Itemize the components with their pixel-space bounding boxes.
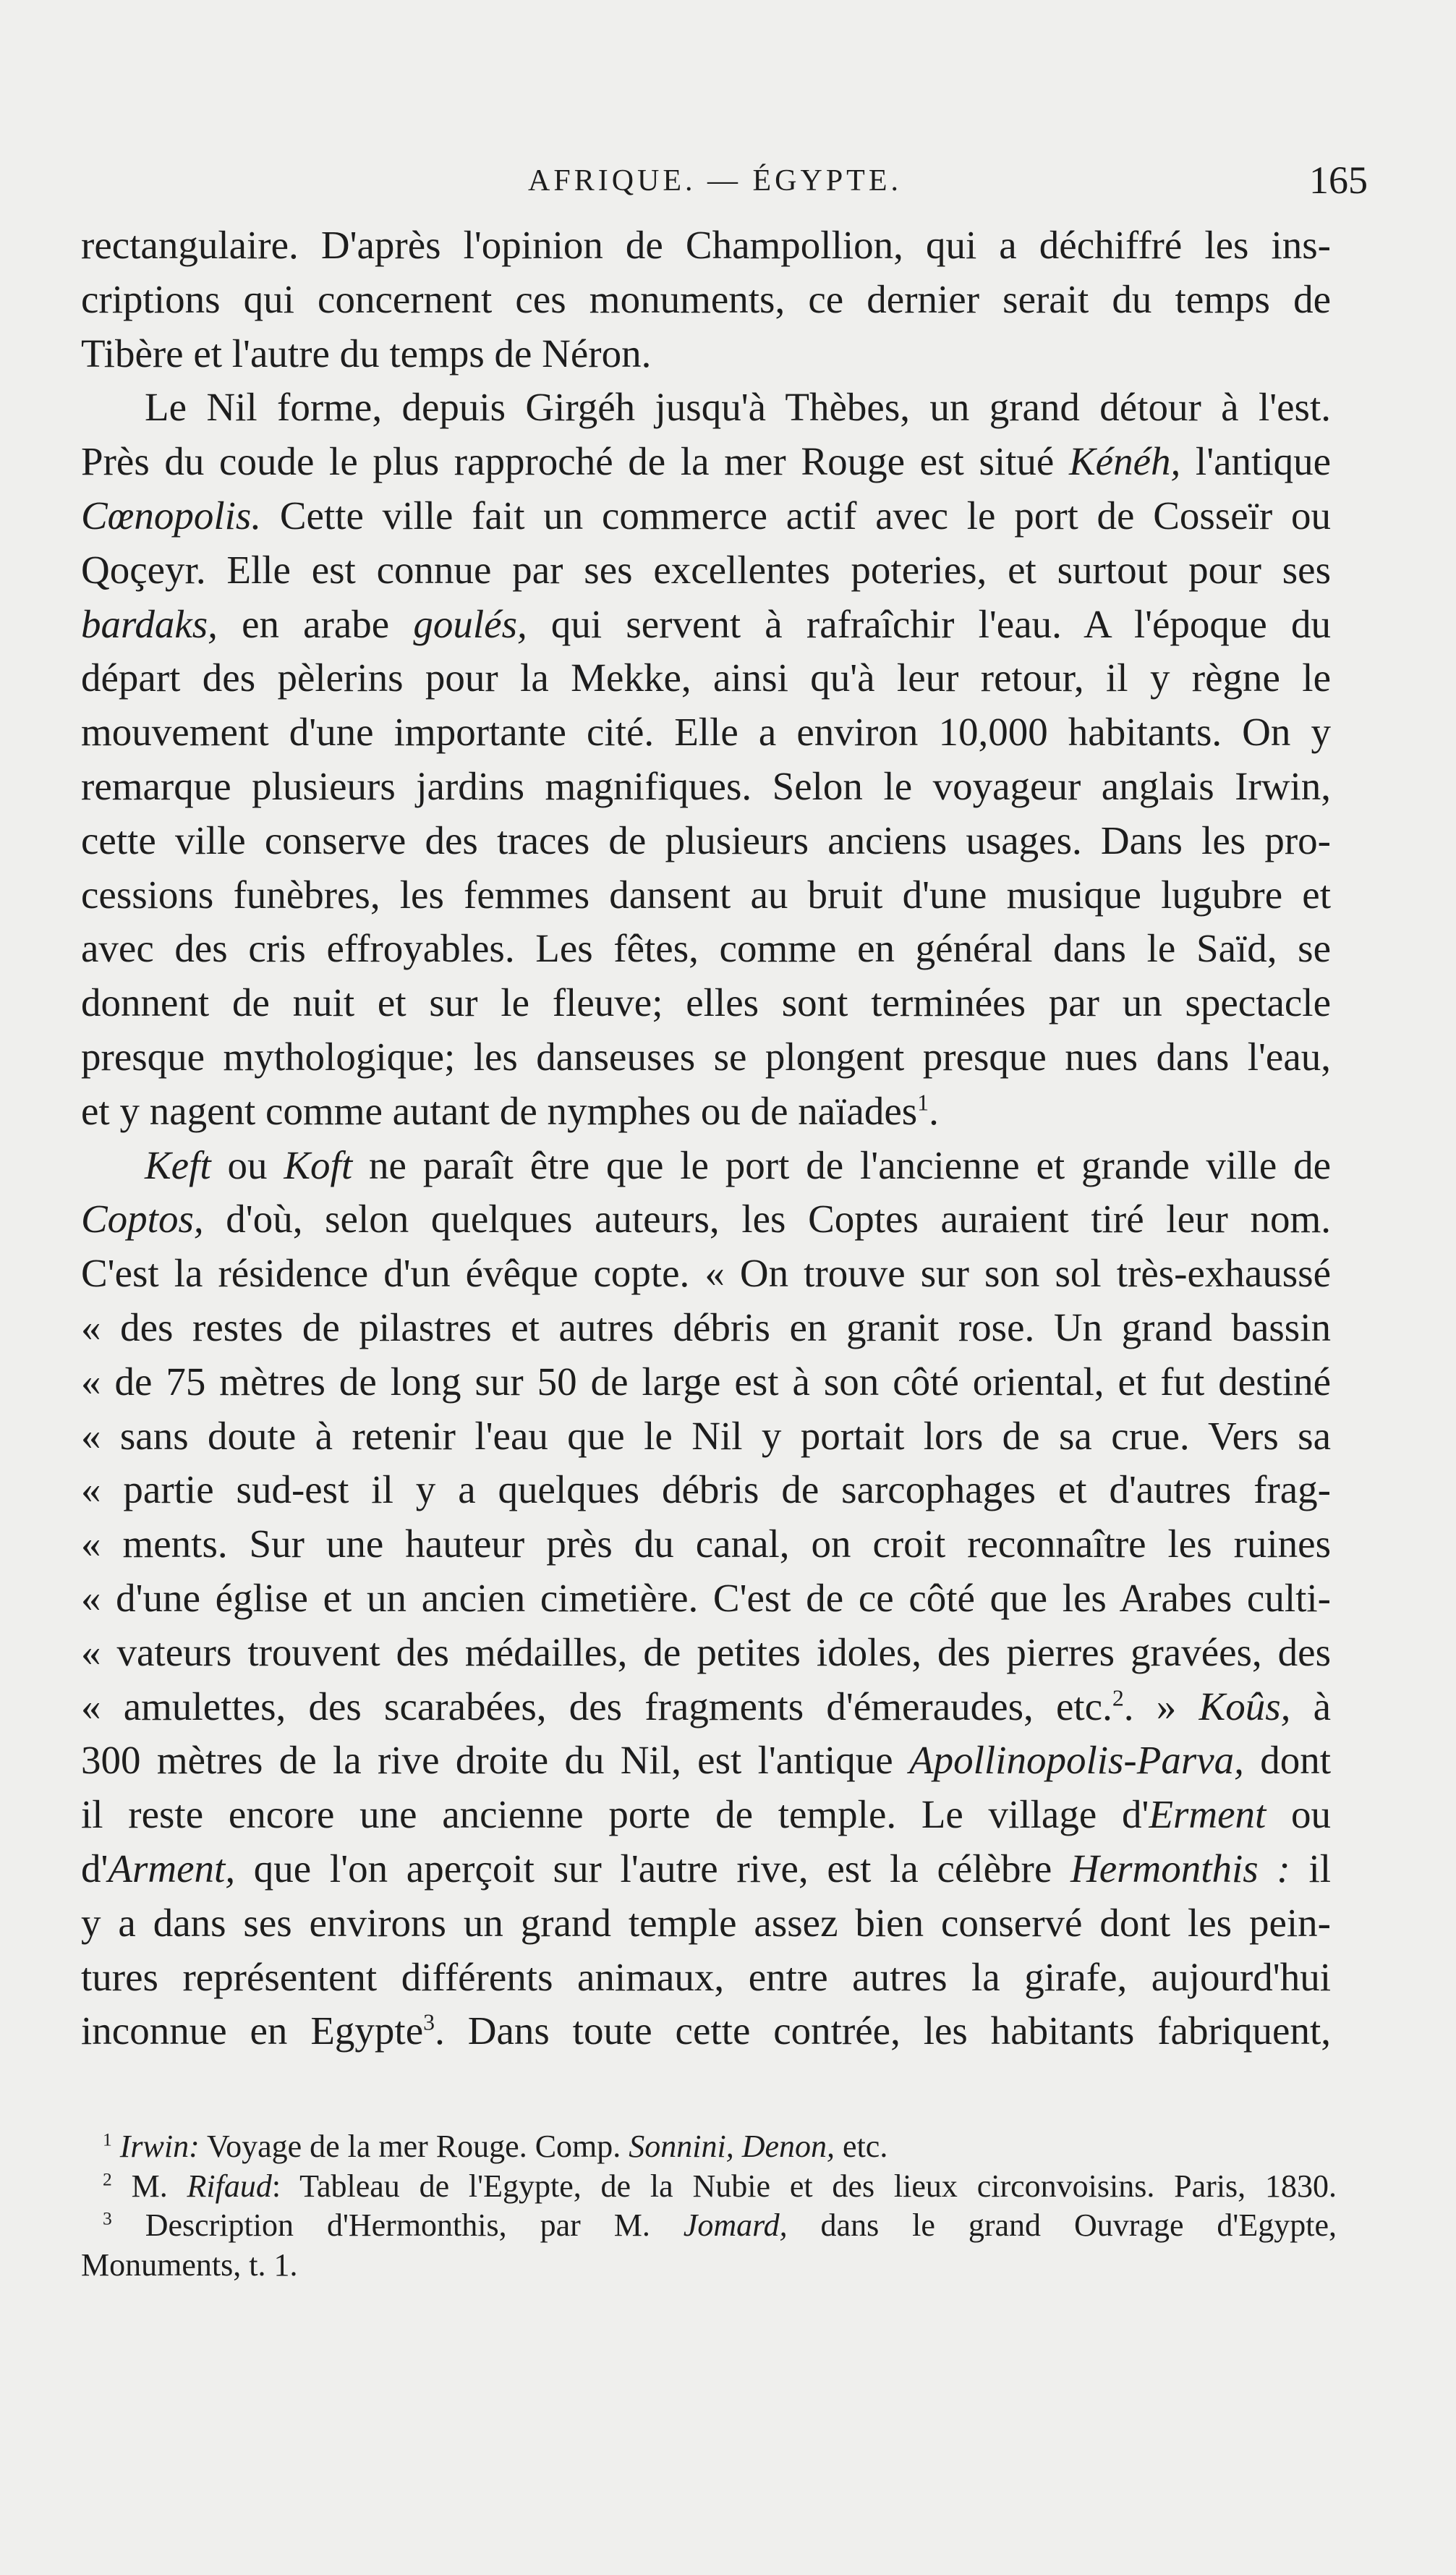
footnote-marker: 3 bbox=[423, 2009, 435, 2035]
text-line bbox=[81, 489, 1331, 543]
text-line bbox=[81, 1788, 1331, 1842]
text-segment: « sans doute à retenir l'eau que le Nil y portait lors de sa crue. Vers sa bbox=[81, 1413, 1331, 1458]
text-segment: Près du coude le plus rapproché de la mer Rouge est situé bbox=[81, 439, 1069, 484]
text-segment: ou bbox=[210, 1142, 284, 1187]
text-segment: . bbox=[929, 1088, 939, 1133]
text-segment: inconnue en Egypte bbox=[81, 2008, 424, 2053]
text-line bbox=[81, 922, 1331, 976]
text-segment: « vateurs trouvent des médailles, de petites idoles, des pierres gravées, des bbox=[81, 1629, 1331, 1674]
text-segment: l'antique bbox=[1180, 439, 1332, 484]
text-line bbox=[81, 1680, 1331, 1734]
text-line bbox=[81, 1734, 1331, 1788]
text-segment: Cette ville fait un commerce actif avec le port de Cosseïr ou bbox=[261, 493, 1331, 538]
text-segment: départ des pèlerins pour la Mekke, ainsi qu'à leur retour, il y règne le bbox=[81, 656, 1331, 700]
text-segment: Sonnini, Denon, bbox=[629, 2129, 835, 2164]
text-line bbox=[81, 1571, 1331, 1626]
text-segment: Hermonthis : bbox=[1070, 1846, 1290, 1891]
footnote-marker: 2 bbox=[1112, 1685, 1124, 1711]
footnote-line bbox=[81, 2246, 1337, 2286]
footnote-marker: 3 bbox=[103, 2207, 112, 2229]
text-segment: Koûs, bbox=[1199, 1684, 1291, 1728]
text-line bbox=[81, 868, 1331, 922]
footnote-marker: 1 bbox=[103, 2129, 112, 2150]
text-line bbox=[81, 1247, 1331, 1301]
text-segment: etc. bbox=[835, 2129, 888, 2164]
text-segment: dont bbox=[1243, 1738, 1331, 1783]
text-segment: en arabe bbox=[217, 601, 414, 646]
text-segment: : Tableau de l'Egypte, de la Nubie et des lieux circonvoisins. Paris, 1830. bbox=[271, 2168, 1337, 2204]
text-line bbox=[81, 381, 1331, 435]
text-segment: Cœnopolis. bbox=[81, 493, 262, 538]
text-segment: 300 mètres de la rive droite du Nil, est l'antique bbox=[81, 1738, 909, 1783]
text-segment: donnent de nuit et sur le fleuve; elles sont terminées par un spectacle bbox=[81, 980, 1331, 1025]
text-segment: « partie sud-est il y a quelques débris de sarcophages et d'autres frag- bbox=[81, 1467, 1331, 1512]
text-line bbox=[81, 976, 1331, 1030]
text-segment: « amulettes, des scarabées, des fragments d'émeraudes, etc. bbox=[81, 1684, 1112, 1728]
text-segment bbox=[112, 2129, 120, 2164]
text-segment: « des restes de pilastres et autres débris en granit rose. Un grand bassin bbox=[81, 1305, 1331, 1349]
page-number: 165 bbox=[1309, 158, 1368, 202]
text-segment: Monuments, t. 1. bbox=[81, 2247, 298, 2283]
text-segment: Description d'Hermonthis, par M. bbox=[111, 2207, 684, 2243]
footnote-line bbox=[81, 2206, 1337, 2246]
text-segment: dans le grand Ouvrage d'Egypte, bbox=[787, 2207, 1337, 2243]
text-segment: . Dans toute cette contrée, les habitants fabriquent, bbox=[435, 2008, 1331, 2053]
text-segment: « ments. Sur une hauteur près du canal, on croit reconnaître les ruines bbox=[81, 1522, 1331, 1566]
text-segment: à bbox=[1290, 1684, 1332, 1728]
text-segment: tures représentent différents animaux, entre autres la girafe, aujourd'hui bbox=[81, 1954, 1331, 1999]
text-line bbox=[81, 1517, 1331, 1571]
text-line bbox=[81, 273, 1331, 327]
text-segment: M. bbox=[111, 2168, 187, 2204]
text-segment: et y nagent comme autant de nymphes ou de naïades bbox=[81, 1088, 918, 1133]
text-segment: y a dans ses environs un grand temple assez bien conservé dont les pein- bbox=[81, 1900, 1331, 1945]
text-segment: qui servent à rafraîchir l'eau. A l'époque du bbox=[527, 601, 1331, 646]
text-segment: il reste encore une ancienne porte de temple. Le village d' bbox=[81, 1792, 1149, 1837]
text-segment: Koft bbox=[284, 1142, 353, 1187]
text-line bbox=[81, 1192, 1331, 1247]
text-line bbox=[81, 543, 1331, 598]
footnote-line bbox=[81, 2167, 1337, 2207]
text-line bbox=[81, 814, 1331, 868]
text-line bbox=[81, 705, 1331, 760]
text-segment: Le Nil forme, depuis Girgéh jusqu'à Thèbes, un grand détour à l'est. bbox=[145, 385, 1331, 430]
text-segment: « d'une église et un ancien cimetière. C'est de ce côté que les Arabes culti- bbox=[81, 1575, 1331, 1620]
running-title: AFRIQUE. — ÉGYPTE. bbox=[528, 164, 902, 198]
text-segment: avec des cris effroyables. Les fêtes, comme en général dans le Saïd, se bbox=[81, 926, 1331, 971]
text-line bbox=[81, 651, 1331, 705]
text-segment: Erment bbox=[1149, 1792, 1266, 1837]
text-line bbox=[81, 327, 1331, 381]
text-segment: Tibère et l'autre du temps de Néron. bbox=[81, 331, 652, 376]
text-segment: goulés, bbox=[413, 601, 527, 646]
text-segment: . » bbox=[1123, 1684, 1199, 1728]
text-line bbox=[81, 435, 1331, 489]
text-segment: Irwin: bbox=[119, 2129, 200, 2164]
text-line bbox=[81, 1409, 1331, 1464]
text-segment: que l'on aperçoit sur l'autre rive, est la célèbre bbox=[235, 1846, 1070, 1891]
text-line bbox=[81, 1085, 1331, 1139]
text-segment: rectangulaire. D'après l'opinion de Champollion, qui a déchiffré les ins- bbox=[81, 223, 1331, 267]
text-segment: Coptos, bbox=[81, 1197, 204, 1242]
text-line bbox=[81, 1626, 1331, 1680]
text-segment: mouvement d'une importante cité. Elle a environ 10,000 habitants. On y bbox=[81, 710, 1331, 755]
text-line bbox=[81, 1951, 1331, 2005]
text-segment: C'est la résidence d'un évêque copte. « On trouve sur son sol très-exhaussé bbox=[81, 1251, 1331, 1296]
text-segment: remarque plusieurs jardins magnifiques. Selon le voyageur anglais Irwin, bbox=[81, 763, 1331, 808]
text-segment: Arment, bbox=[108, 1846, 236, 1891]
text-line bbox=[81, 1463, 1331, 1517]
text-segment: d'où, selon quelques auteurs, les Coptes auraient tiré leur nom. bbox=[203, 1197, 1331, 1242]
footnote-marker: 2 bbox=[103, 2168, 112, 2189]
text-segment: Apollinopolis-Parva, bbox=[909, 1738, 1244, 1783]
text-line bbox=[81, 1139, 1331, 1193]
text-segment: Keft bbox=[145, 1142, 211, 1187]
text-line bbox=[81, 598, 1331, 652]
text-segment: d' bbox=[81, 1846, 108, 1891]
text-segment: Qoçeyr. Elle est connue par ses excellentes poteries, et surtout pour ses bbox=[81, 547, 1331, 592]
text-line bbox=[81, 1355, 1331, 1409]
text-line bbox=[81, 219, 1331, 273]
text-segment: il bbox=[1290, 1846, 1332, 1891]
text-segment: criptions qui concernent ces monuments, ce dernier serait du temps de bbox=[81, 276, 1331, 321]
footnote-marker: 1 bbox=[917, 1090, 929, 1116]
text-line bbox=[81, 1030, 1331, 1085]
text-line bbox=[81, 1301, 1331, 1355]
text-line bbox=[81, 760, 1331, 814]
text-segment: presque mythologique; les danseuses se plongent presque nues dans l'eau, bbox=[81, 1034, 1331, 1079]
footnotes bbox=[81, 2127, 1337, 2285]
text-segment: cette ville conserve des traces de plusieurs anciens usages. Dans les pro- bbox=[81, 818, 1331, 862]
footnote-line bbox=[81, 2127, 1337, 2167]
text-segment: ou bbox=[1266, 1792, 1331, 1837]
text-segment: cessions funèbres, les femmes dansent au bruit d'une musique lugubre et bbox=[81, 872, 1331, 917]
text-line bbox=[81, 1896, 1331, 1951]
text-line bbox=[81, 2004, 1331, 2058]
text-segment: Voyage de la mer Rouge. Comp. bbox=[199, 2129, 629, 2164]
text-segment: Rifaud bbox=[187, 2168, 272, 2204]
text-segment: ne paraît être que le port de l'ancienne et grande ville de bbox=[352, 1142, 1331, 1187]
body-text bbox=[81, 219, 1331, 2058]
text-segment: « de 75 mètres de long sur 50 de large est à son côté oriental, et fut destiné bbox=[81, 1359, 1331, 1404]
text-segment: bardaks, bbox=[81, 601, 218, 646]
text-segment: Jomard, bbox=[683, 2207, 788, 2243]
text-segment: Kénéh, bbox=[1069, 439, 1181, 484]
page-header bbox=[0, 158, 1456, 208]
text-line bbox=[81, 1842, 1331, 1896]
